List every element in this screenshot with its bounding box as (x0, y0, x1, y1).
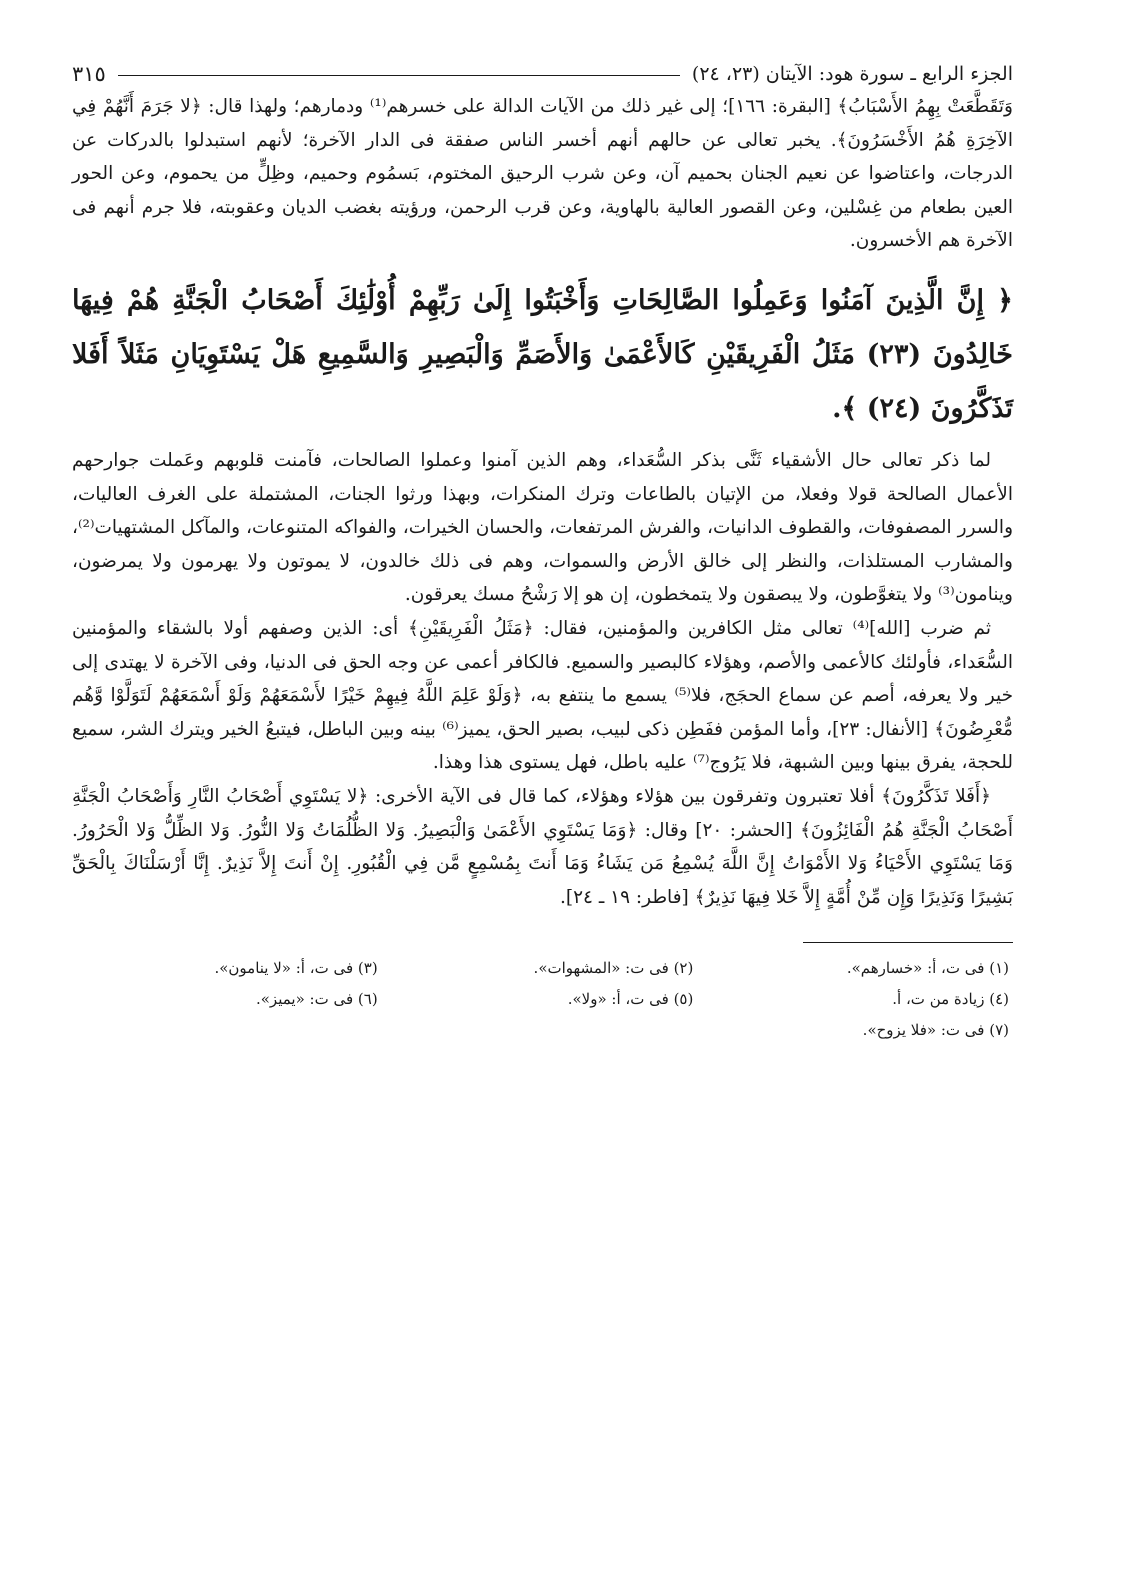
footnote-7: (٧) فى ت: «فلا يزوح». (862, 1021, 1009, 1040)
running-header (72, 58, 1013, 90)
footnote-5: (٥) فى ت، أ: «ولا». (567, 990, 694, 1009)
footnote-3: (٣) فى ت، أ: «لا ينامون». (214, 959, 378, 978)
footnote-2: (٢) فى ت: «المشهوات». (533, 959, 694, 978)
footnote-1: (١) فى ت، أ: «خسارهم». (846, 959, 1009, 978)
paragraph-commentary-1: لما ذكر تعالى حال الأشقياء ثَنَّى بذكر السُّعَداء، وهم الذين آمنوا وعملوا الصالحات، فآمنت قلوبهم وعَملت جوارحهم الأعمال الصالحة قولا وفعلا، من الإتيان بالطاعات وترك المنكرات، وبهذا ورثوا الجنات، المشتملة على الغرف العاليات، والسرر المصفوفات، والقطوف الدانيات، والفرش المرتفعات، والحسان الخيرات، والفواكه المتنوعات، والمآكل المشتهيات⁽²⁾، والمشارب المستلذات، والنظر إلى خالق الأرض والسموات، وهم فى ذلك خالدون، لا يموتون ولا يهرمون ولا يمرضون، وينامون⁽³⁾ ولا يتغوَّطون، ولا يبصقون ولا يتمخطون، إن هو إلا رَشْحُ مسك يعرقون. (72, 449, 1013, 606)
quran-verse: ﴿ إِنَّ الَّذِينَ آمَنُوا وَعَمِلُوا الصَّالِحَاتِ وَأَخْبَتُوا إِلَىٰ رَبِّهِمْ أُوْلَٰئِكَ أَصْحَابُ الْجَنَّةِ هُمْ فِيهَا خَالِدُونَ (٢٣) مَثَلُ الْفَرِيقَيْنِ كَالأَعْمَىٰ وَالأَصَمِّ وَالْبَصِيرِ وَالسَّمِيعِ هَلْ يَسْتَوِيَانِ مَثَلاً أَفَلا تَذَكَّرُونَ (٢٤) ﴾. (72, 284, 1013, 424)
paragraph-commentary-3: ﴿أَفَلا تَذَكَّرُونَ﴾ أفلا تعتبرون وتفرقون بين هؤلاء وهؤلاء، كما قال فى الآية الأخرى: ﴿لا يَسْتَوِي أَصْحَابُ النَّارِ وَأَصْحَابُ الْجَنَّةِ أَصْحَابُ الْجَنَّةِ هُمُ الْفَائِزُونَ﴾ [الحشر: ٢٠] وقال: ﴿وَمَا يَسْتَوِي الأَعْمَىٰ وَالْبَصِيرُ. وَلا الظُّلُمَاتُ وَلا النُّورُ. وَلا الظِّلُّ وَلا الْحَرُورُ. وَمَا يَسْتَوِي الأَحْيَاءُ وَلا الأَمْوَاتُ إِنَّ اللَّهَ يُسْمِعُ مَن يَشَاءُ وَمَا أَنتَ بِمُسْمِعٍ مَّن فِي الْقُبُورِ. إِنْ أَنتَ إِلاَّ نَذِيرٌ. إِنَّا أَرْسَلْنَاكَ بِالْحَقِّ بَشِيرًا وَنَذِيرًا وَإِن مِّنْ أُمَّةٍ إِلاَّ خَلا فِيهَا نَذِيرٌ﴾ [فاطر: ١٩ ـ ٢٤]. (72, 785, 1013, 908)
paragraph-intro: وَتَقَطَّعَتْ بِهِمُ الأَسْبَابُ﴾ [البقرة: ١٦٦]؛ إلى غير ذلك من الآيات الدالة على خسرهم⁽¹⁾ ودمارهم؛ ولهذا قال: ﴿لا جَرَمَ أَنَّهُمْ فِي الآخِرَةِ هُمُ الأَخْسَرُونَ﴾. يخبر تعالى عن حالهم أنهم أخسر الناس صفقة فى الدار الآخرة؛ لأنهم استبدلوا بالدركات عن الدرجات، واعتاضوا عن نعيم الجنان بحميم آن، وعن شرب الرحيق المختوم، بَسمُوم وحميم، وظِلٍّ من يحموم، وعن الحور العين بطعام من غِسْلين، وعن القصور العالية بالهاوية، وعن قرب الرحمن، ورؤيته بغضب الديان وعقوبته، فلا جرم أنهم فى الآخرة هم الأخسرون. (72, 96, 1013, 252)
paragraph-commentary-2: ثم ضرب [الله]⁽⁴⁾ تعالى مثل الكافرين والمؤمنين، فقال: ﴿مَثَلُ الْفَرِيقَيْنِ﴾ أى: الذين وصفهم أولا بالشقاء والمؤمنين السُّعَداء، فأولئك كالأعمى والأصم، وهؤلاء كالبصير والسميع. فالكافر أعمى عن وجه الحق فى الدنيا، وفى الآخرة لا يهتدى إلى خير ولا يعرفه، أصم عن سماع الحجَج، فلا⁽⁵⁾ يسمع ما ينتفع به، ﴿وَلَوْ عَلِمَ اللَّهُ فِيهِمْ خَيْرًا لأَسْمَعَهُمْ وَلَوْ أَسْمَعَهُمْ لَتَوَلَّوْا وَّهُم مُّعْرِضُونَ﴾ [الأنفال: ٢٣]، وأما المؤمن ففَطِن ذكى لبيب، بصير الحق، يميز⁽⁶⁾ بينه وبين الباطل، فيتبعُ الخير ويترك الشر، سميع للحجة، يفرق بينها وبين الشبهة، فلا يَرُوج⁽⁷⁾ عليه باطل، فهل يستوى هذا وهذا. (72, 617, 1014, 774)
footnote-4: (٤) زيادة من ت، أ. (892, 990, 1009, 1009)
footnote-6: (٦) فى ت: «يميز». (255, 990, 378, 1009)
header-rule (118, 75, 680, 76)
header-title: الجزء الرابع ـ سورة هود: الآيتان (٢٣، ٢٤) (691, 63, 1013, 85)
footnotes (72, 953, 1013, 1046)
footnote-separator (803, 942, 1013, 943)
page-number: ٣١٥ (72, 62, 106, 86)
